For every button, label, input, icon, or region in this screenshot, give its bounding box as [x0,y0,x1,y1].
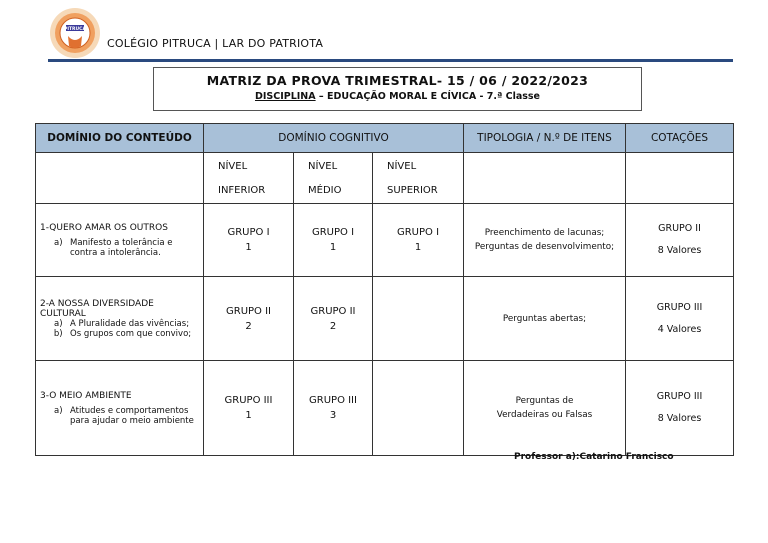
levels-row [36,153,734,204]
level-superior: NÍVEL SUPERIOR [373,153,464,204]
level-inferior: NÍVEL INFERIOR [204,153,294,204]
cotacao-cell: GRUPO II 8 Valores [626,204,734,277]
content-title: 2-A NOSSA DIVERSIDADE CULTURAL [40,298,154,319]
superior-cell: GRUPO I 1 [373,204,464,277]
header-dominio: DOMÍNIO DO CONTEÚDO [36,124,204,153]
content-item: a. Manifesto a tolerância e contra a intolerância. [68,238,199,258]
content-cell [36,204,204,277]
medio-cell: GRUPO II 2 [294,277,373,361]
logo-text: PITRUCA [64,27,86,32]
tipologia-cell: Perguntas de Verdadeiras ou Falsas [464,361,626,456]
cotacao-cell: GRUPO III 8 Valores [626,361,734,456]
content-cell [36,361,204,456]
content-cell [36,277,204,361]
content-title: 3-O MEIO AMBIENTE [40,390,132,401]
header-cotacoes: COTAÇÕES [626,124,734,153]
superior-cell [373,277,464,361]
content-item: a. Atitudes e comportamentos para ajudar o meio ambiente [68,406,199,426]
subject-line [154,91,641,102]
content-item: a. A Pluralidade das vivências; [68,319,199,329]
subject-value: – EDUCAÇÃO MORAL E CÍVICA - 7.ª Classe [315,91,541,102]
header-divider [48,59,733,62]
professor-signature: Professor a):Catarino Francisco [514,452,674,462]
inferior-cell: GRUPO I 1 [204,204,294,277]
header-tipologia: TIPOLOGIA / N.º DE ITENS [464,124,626,153]
exam-matrix-table [35,123,734,456]
level-medio: NÍVEL MÉDIO [294,153,373,204]
logo-sun-rays [50,8,100,58]
school-name: COLÉGIO PITRUCA | LAR DO PATRIOTA [107,37,324,50]
school-logo-icon [48,6,102,60]
header-cognitivo: DOMÍNIO COGNITIVO [204,124,464,153]
content-title: 1-QUERO AMAR OS OUTROS [40,222,168,233]
page-title: MATRIZ DA PROVA TRIMESTRAL- 15 / 06 / 2022/2023 [206,73,589,88]
levels-empty-cell [464,153,626,204]
superior-cell [373,361,464,456]
title-box [153,67,642,111]
table-row [36,361,734,456]
levels-empty-cell [626,153,734,204]
content-item: b. Os grupos com que convivo; [68,329,199,339]
subject-label: DISCIPLINA [254,91,316,102]
table-row [36,204,734,277]
table-row [36,277,734,361]
inferior-cell: GRUPO III 1 [204,361,294,456]
inferior-cell: GRUPO II 2 [204,277,294,361]
table-header-row [36,124,734,153]
medio-cell: GRUPO III 3 [294,361,373,456]
tipologia-cell: Perguntas abertas; [464,277,626,361]
tipologia-cell: Preenchimento de lacunas; Perguntas de desenvolvimento; [464,204,626,277]
medio-cell: GRUPO I 1 [294,204,373,277]
levels-empty-cell [36,153,204,204]
cotacao-cell: GRUPO III 4 Valores [626,277,734,361]
